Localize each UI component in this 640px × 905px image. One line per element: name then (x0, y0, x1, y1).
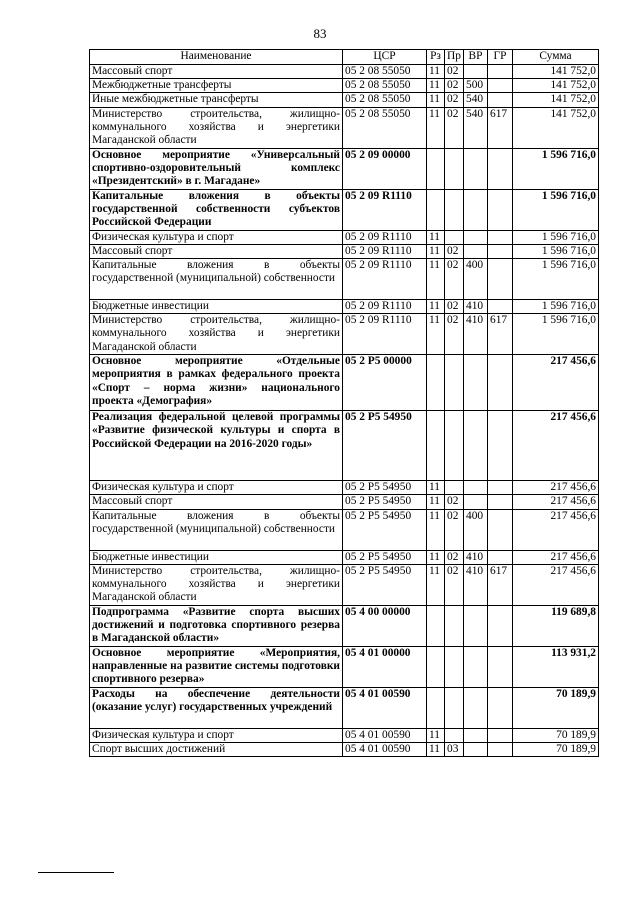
cell-gr (488, 495, 513, 509)
cell-sum: 1 596 716,0 (513, 244, 599, 258)
cell-name: Массовый спорт (90, 495, 343, 509)
cell-rz (427, 687, 445, 728)
cell-pr (445, 605, 464, 646)
cell-csr: 05 2 P5 00000 (343, 355, 427, 411)
table-row (90, 79, 599, 93)
table-row (90, 65, 599, 79)
table-row (90, 314, 599, 355)
table-row (90, 244, 599, 258)
header-name: Наименование (90, 50, 343, 65)
cell-gr (488, 79, 513, 93)
cell-csr: 05 2 08 55050 (343, 93, 427, 107)
cell-rz (427, 148, 445, 189)
cell-name: Бюджетные инвестиции (90, 300, 343, 314)
cell-sum: 1 596 716,0 (513, 300, 599, 314)
cell-rz (427, 189, 445, 230)
table-row (90, 646, 599, 687)
cell-csr: 05 2 09 R1110 (343, 300, 427, 314)
cell-csr: 05 4 01 00590 (343, 743, 427, 757)
cell-csr: 05 2 09 R1110 (343, 230, 427, 244)
cell-rz: 11 (427, 743, 445, 757)
cell-name: Бюджетные инвестиции (90, 550, 343, 564)
cell-name: Капитальные вложения в объекты государственной (муниципальной) собственности (90, 259, 343, 300)
cell-gr (488, 605, 513, 646)
cell-vr (464, 65, 488, 79)
cell-sum: 119 689,8 (513, 605, 599, 646)
cell-pr (445, 728, 464, 742)
table-row (90, 189, 599, 230)
footnote-separator (38, 872, 114, 873)
cell-rz: 11 (427, 93, 445, 107)
table-header-row (90, 50, 599, 65)
cell-name: Массовый спорт (90, 244, 343, 258)
cell-vr (464, 148, 488, 189)
cell-pr: 02 (445, 244, 464, 258)
cell-gr (488, 687, 513, 728)
cell-vr: 540 (464, 107, 488, 148)
table-row (90, 355, 599, 411)
cell-sum: 141 752,0 (513, 65, 599, 79)
cell-sum: 1 596 716,0 (513, 259, 599, 300)
cell-name: Реализация федеральной целевой программы «Развитие физической культуры и спорта в Российской Федерации на 2016-2020 годы» (90, 411, 343, 481)
table-row (90, 481, 599, 495)
cell-rz: 11 (427, 79, 445, 93)
cell-pr: 02 (445, 300, 464, 314)
cell-rz: 11 (427, 300, 445, 314)
cell-gr (488, 646, 513, 687)
cell-vr (464, 646, 488, 687)
cell-vr (464, 230, 488, 244)
table-row (90, 550, 599, 564)
table-row (90, 411, 599, 481)
cell-rz: 11 (427, 65, 445, 79)
cell-sum: 1 596 716,0 (513, 189, 599, 230)
cell-csr: 05 2 09 R1110 (343, 244, 427, 258)
cell-csr: 05 2 09 R1110 (343, 259, 427, 300)
cell-vr (464, 244, 488, 258)
cell-pr: 02 (445, 79, 464, 93)
cell-rz: 11 (427, 509, 445, 550)
cell-gr (488, 355, 513, 411)
table-row (90, 93, 599, 107)
table-row (90, 495, 599, 509)
cell-vr: 410 (464, 300, 488, 314)
cell-gr (488, 411, 513, 481)
cell-rz: 11 (427, 107, 445, 148)
cell-csr: 05 2 08 55050 (343, 65, 427, 79)
cell-rz: 11 (427, 481, 445, 495)
cell-name: Межбюджетные трансферты (90, 79, 343, 93)
cell-sum: 70 189,9 (513, 687, 599, 728)
cell-name: Физическая культура и спорт (90, 728, 343, 742)
cell-pr: 02 (445, 65, 464, 79)
cell-rz (427, 355, 445, 411)
cell-gr (488, 244, 513, 258)
cell-vr (464, 495, 488, 509)
cell-vr: 400 (464, 259, 488, 300)
cell-name: Массовый спорт (90, 65, 343, 79)
cell-sum: 217 456,6 (513, 411, 599, 481)
header-rz: Рз (427, 50, 445, 65)
cell-csr: 05 2 P5 54950 (343, 411, 427, 481)
cell-gr (488, 93, 513, 107)
cell-pr: 02 (445, 509, 464, 550)
table-row (90, 259, 599, 300)
cell-rz (427, 605, 445, 646)
table-row (90, 509, 599, 550)
cell-pr: 02 (445, 107, 464, 148)
cell-name: Капитальные вложения в объекты государственной собственности субъектов Российской Федерации (90, 189, 343, 230)
cell-gr (488, 189, 513, 230)
cell-name: Основное мероприятие «Мероприятия, направленные на развитие системы подготовки спортивного резерва» (90, 646, 343, 687)
cell-gr (488, 300, 513, 314)
cell-name: Физическая культура и спорт (90, 230, 343, 244)
table-row (90, 148, 599, 189)
cell-pr (445, 646, 464, 687)
cell-name: Расходы на обеспечение деятельности (оказание услуг) государственных учреждений (90, 687, 343, 728)
cell-vr (464, 743, 488, 757)
cell-sum: 217 456,6 (513, 550, 599, 564)
cell-pr: 02 (445, 314, 464, 355)
cell-gr (488, 259, 513, 300)
cell-csr: 05 2 P5 54950 (343, 509, 427, 550)
table-row (90, 230, 599, 244)
cell-rz: 11 (427, 244, 445, 258)
table-row (90, 728, 599, 742)
cell-csr: 05 2 08 55050 (343, 79, 427, 93)
table-row (90, 300, 599, 314)
cell-csr: 05 2 P5 54950 (343, 564, 427, 605)
cell-vr (464, 605, 488, 646)
cell-csr: 05 4 01 00590 (343, 687, 427, 728)
cell-sum: 141 752,0 (513, 107, 599, 148)
cell-name: Подпрограмма «Развитие спорта высших достижений и подготовка спортивного резерва в Магаданской области» (90, 605, 343, 646)
cell-pr: 03 (445, 743, 464, 757)
cell-rz: 11 (427, 230, 445, 244)
cell-pr: 02 (445, 259, 464, 300)
cell-name: Министерство строительства, жилищно-коммунального хозяйства и энергетики Магаданской области (90, 107, 343, 148)
cell-sum: 141 752,0 (513, 93, 599, 107)
cell-sum: 1 596 716,0 (513, 148, 599, 189)
header-sum: Сумма (513, 50, 599, 65)
cell-sum: 1 596 716,0 (513, 314, 599, 355)
cell-gr (488, 728, 513, 742)
cell-sum: 113 931,2 (513, 646, 599, 687)
header-csr: ЦСР (343, 50, 427, 65)
cell-rz: 11 (427, 728, 445, 742)
cell-name: Иные межбюджетные трансферты (90, 93, 343, 107)
cell-pr: 02 (445, 495, 464, 509)
cell-pr (445, 411, 464, 481)
table-row (90, 107, 599, 148)
cell-pr (445, 355, 464, 411)
cell-sum: 217 456,6 (513, 564, 599, 605)
cell-rz: 11 (427, 314, 445, 355)
header-pr: Пр (445, 50, 464, 65)
cell-sum: 217 456,6 (513, 509, 599, 550)
cell-name: Основное мероприятие «Отдельные мероприятия в рамках федерального проекта «Спорт – норма жизни» национального проекта «Демография» (90, 355, 343, 411)
cell-gr (488, 509, 513, 550)
cell-gr (488, 230, 513, 244)
cell-gr (488, 743, 513, 757)
cell-csr: 05 2 P5 54950 (343, 481, 427, 495)
cell-rz: 11 (427, 564, 445, 605)
cell-pr: 02 (445, 93, 464, 107)
cell-rz: 11 (427, 550, 445, 564)
cell-name: Спорт высших достижений (90, 743, 343, 757)
page-number: 83 (313, 26, 327, 41)
cell-pr (445, 189, 464, 230)
cell-csr: 05 2 09 R1110 (343, 189, 427, 230)
budget-table (89, 49, 599, 757)
cell-sum: 70 189,9 (513, 743, 599, 757)
cell-rz (427, 411, 445, 481)
cell-csr: 05 2 09 00000 (343, 148, 427, 189)
cell-vr: 410 (464, 550, 488, 564)
cell-sum: 70 189,9 (513, 728, 599, 742)
cell-csr: 05 4 01 00000 (343, 646, 427, 687)
cell-pr (445, 148, 464, 189)
cell-sum: 141 752,0 (513, 79, 599, 93)
cell-name: Капитальные вложения в объекты государственной (муниципальной) собственности (90, 509, 343, 550)
cell-name: Министерство строительства, жилищно-коммунального хозяйства и энергетики Магаданской области (90, 314, 343, 355)
cell-gr (488, 550, 513, 564)
cell-csr: 05 2 P5 54950 (343, 550, 427, 564)
cell-sum: 1 596 716,0 (513, 230, 599, 244)
cell-vr (464, 481, 488, 495)
cell-csr: 05 4 00 00000 (343, 605, 427, 646)
cell-sum: 217 456,6 (513, 481, 599, 495)
cell-pr: 02 (445, 564, 464, 605)
cell-name: Физическая культура и спорт (90, 481, 343, 495)
cell-pr (445, 481, 464, 495)
cell-gr (488, 65, 513, 79)
cell-rz: 11 (427, 259, 445, 300)
cell-sum: 217 456,6 (513, 355, 599, 411)
cell-vr: 500 (464, 79, 488, 93)
cell-name: Министерство строительства, жилищно-коммунального хозяйства и энергетики Магаданской области (90, 564, 343, 605)
table-row (90, 687, 599, 728)
cell-pr: 02 (445, 550, 464, 564)
table-row (90, 743, 599, 757)
cell-vr: 400 (464, 509, 488, 550)
cell-csr: 05 2 08 55050 (343, 107, 427, 148)
cell-rz: 11 (427, 495, 445, 509)
cell-gr: 617 (488, 564, 513, 605)
cell-vr (464, 189, 488, 230)
table-row (90, 605, 599, 646)
cell-vr (464, 728, 488, 742)
cell-csr: 05 2 P5 54950 (343, 495, 427, 509)
table-row (90, 564, 599, 605)
cell-pr (445, 230, 464, 244)
cell-rz (427, 646, 445, 687)
cell-name: Основное мероприятие «Универсальный спортивно-оздоровительный комплекс «Президентский» в г. Магадане» (90, 148, 343, 189)
cell-pr (445, 687, 464, 728)
cell-vr: 540 (464, 93, 488, 107)
cell-csr: 05 4 01 00590 (343, 728, 427, 742)
cell-gr (488, 481, 513, 495)
cell-gr: 617 (488, 314, 513, 355)
cell-csr: 05 2 09 R1110 (343, 314, 427, 355)
cell-vr: 410 (464, 314, 488, 355)
cell-vr: 410 (464, 564, 488, 605)
cell-vr (464, 411, 488, 481)
header-gr: ГР (488, 50, 513, 65)
header-vr: ВР (464, 50, 488, 65)
cell-sum: 217 456,6 (513, 495, 599, 509)
cell-gr: 617 (488, 107, 513, 148)
cell-vr (464, 355, 488, 411)
cell-vr (464, 687, 488, 728)
cell-gr (488, 148, 513, 189)
